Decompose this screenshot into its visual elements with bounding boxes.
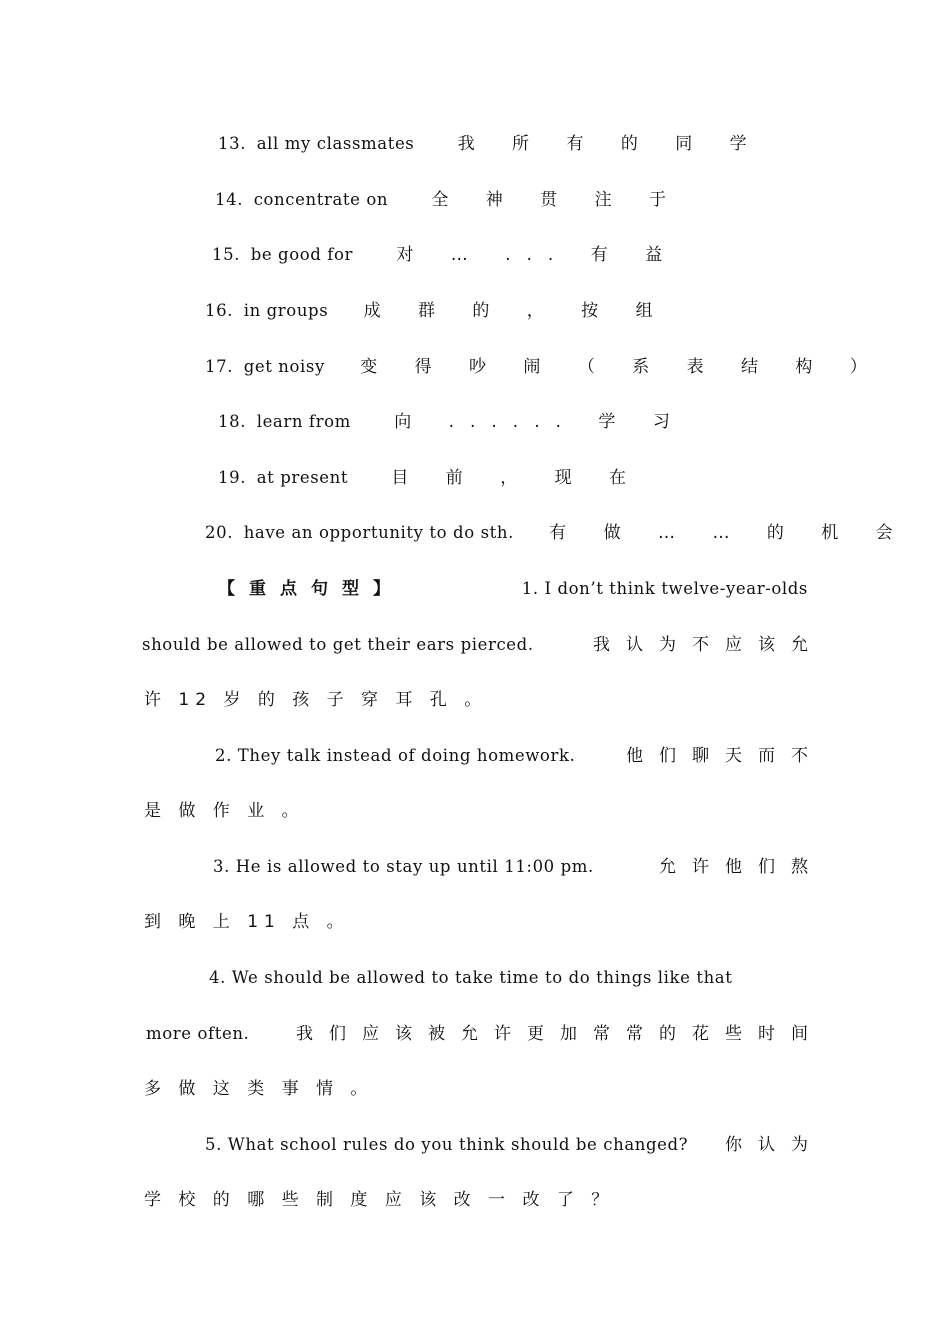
phrase-english: be good for bbox=[250, 245, 354, 264]
sentence-2-chinese-cont: 是 做 作 业 。 bbox=[144, 801, 305, 821]
phrase-number: 14. bbox=[215, 190, 244, 209]
sentence-1-chinese-cont: 许 12 岁 的 孩 子 穿 耳 孔 。 bbox=[144, 690, 488, 710]
sentence-4-english-cont: more often. bbox=[146, 1024, 250, 1043]
phrase-chinese: 成 群 的 ， 按 组 bbox=[363, 301, 669, 321]
phrase-number: 16. bbox=[205, 301, 234, 320]
phrase-chinese: 有 做 … … 的 机 会 bbox=[549, 523, 909, 543]
sentence-1-line-3 bbox=[144, 688, 487, 712]
phrase-chinese: 目 前 ， 现 在 bbox=[391, 468, 643, 488]
sentence-2-line-2 bbox=[144, 799, 305, 823]
phrase-english: concentrate on bbox=[253, 190, 389, 209]
phrase-chinese: 全 神 贯 注 于 bbox=[431, 190, 682, 210]
sentence-3-chinese-cont: 到 晚 上 11 点 。 bbox=[144, 912, 350, 932]
sentence-4-chinese-cont: 多 做 这 类 事 情 。 bbox=[144, 1079, 374, 1099]
sentence-5-line-2 bbox=[144, 1188, 614, 1212]
sentence-1-chinese: 我认为不应该允 bbox=[593, 635, 824, 655]
sentence-5-english: 5. What school rules do you think should be changed? bbox=[205, 1135, 689, 1154]
phrase-chinese: 我 所 有 的 同 学 bbox=[457, 134, 763, 154]
sentence-3-chinese: 允许他们熬 bbox=[659, 857, 824, 877]
sentence-3-line-1 bbox=[213, 855, 824, 879]
phrase-english: have an opportunity to do sth. bbox=[243, 523, 514, 542]
phrase-number: 19. bbox=[218, 468, 247, 487]
sentence-4-line-3 bbox=[144, 1077, 373, 1101]
section-heading: 【重点句型】 bbox=[218, 579, 404, 599]
phrase-english: get noisy bbox=[243, 357, 325, 376]
phrase-item-18 bbox=[218, 410, 686, 434]
sentence-3-line-2 bbox=[144, 910, 350, 934]
sentence-4-line-1 bbox=[209, 966, 732, 990]
sentence-2-english: 2. They talk instead of doing homework. bbox=[215, 746, 576, 765]
phrase-number: 18. bbox=[218, 412, 247, 431]
sentence-2-line-1 bbox=[215, 744, 824, 768]
sentence-1-english-cont: should be allowed to get their ears pierced. bbox=[142, 635, 534, 654]
phrase-number: 15. bbox=[212, 245, 241, 264]
phrase-item-15 bbox=[212, 243, 678, 267]
phrase-item-17 bbox=[205, 355, 883, 379]
sentence-5-line-1 bbox=[205, 1133, 824, 1157]
sentence-2-chinese: 他们聊天而不 bbox=[626, 746, 824, 766]
phrase-english: at present bbox=[256, 468, 349, 487]
phrase-english: learn from bbox=[256, 412, 351, 431]
phrase-number: 17. bbox=[205, 357, 234, 376]
sentence-4-chinese: 我们应该被允许更加常常的花些时间 bbox=[296, 1024, 824, 1044]
phrase-chinese: 对 … ... 有 益 bbox=[396, 245, 679, 265]
phrase-item-19 bbox=[218, 466, 642, 490]
sentence-3-english: 3. He is allowed to stay up until 11:00 pm. bbox=[213, 857, 594, 876]
phrase-number: 20. bbox=[205, 523, 234, 542]
phrase-english: all my classmates bbox=[256, 134, 415, 153]
phrase-item-14 bbox=[215, 188, 682, 212]
phrase-chinese: 变 得 吵 闹 （ 系 表 结 构 ） bbox=[360, 357, 883, 377]
phrase-chinese: 向 ...... 学 习 bbox=[394, 412, 686, 432]
sentence-1-line-2 bbox=[142, 633, 824, 657]
phrase-number: 13. bbox=[218, 134, 247, 153]
sentence-4-line-2 bbox=[146, 1022, 824, 1046]
phrase-item-16 bbox=[205, 299, 669, 323]
sentence-4-english: 4. We should be allowed to take time to do things like that bbox=[209, 968, 733, 987]
phrase-item-20 bbox=[205, 521, 909, 545]
sentence-5-chinese-cont: 学 校 的 哪 些 制 度 应 该 改 一 改 了 ？ bbox=[144, 1190, 615, 1210]
sentence-1-english: 1. I don’t think twelve-year-olds bbox=[521, 579, 808, 598]
phrase-item-13 bbox=[218, 132, 763, 156]
sentence-5-chinese: 你认为 bbox=[725, 1135, 824, 1155]
sentence-1-line-1 bbox=[218, 577, 808, 601]
phrase-english: in groups bbox=[243, 301, 329, 320]
